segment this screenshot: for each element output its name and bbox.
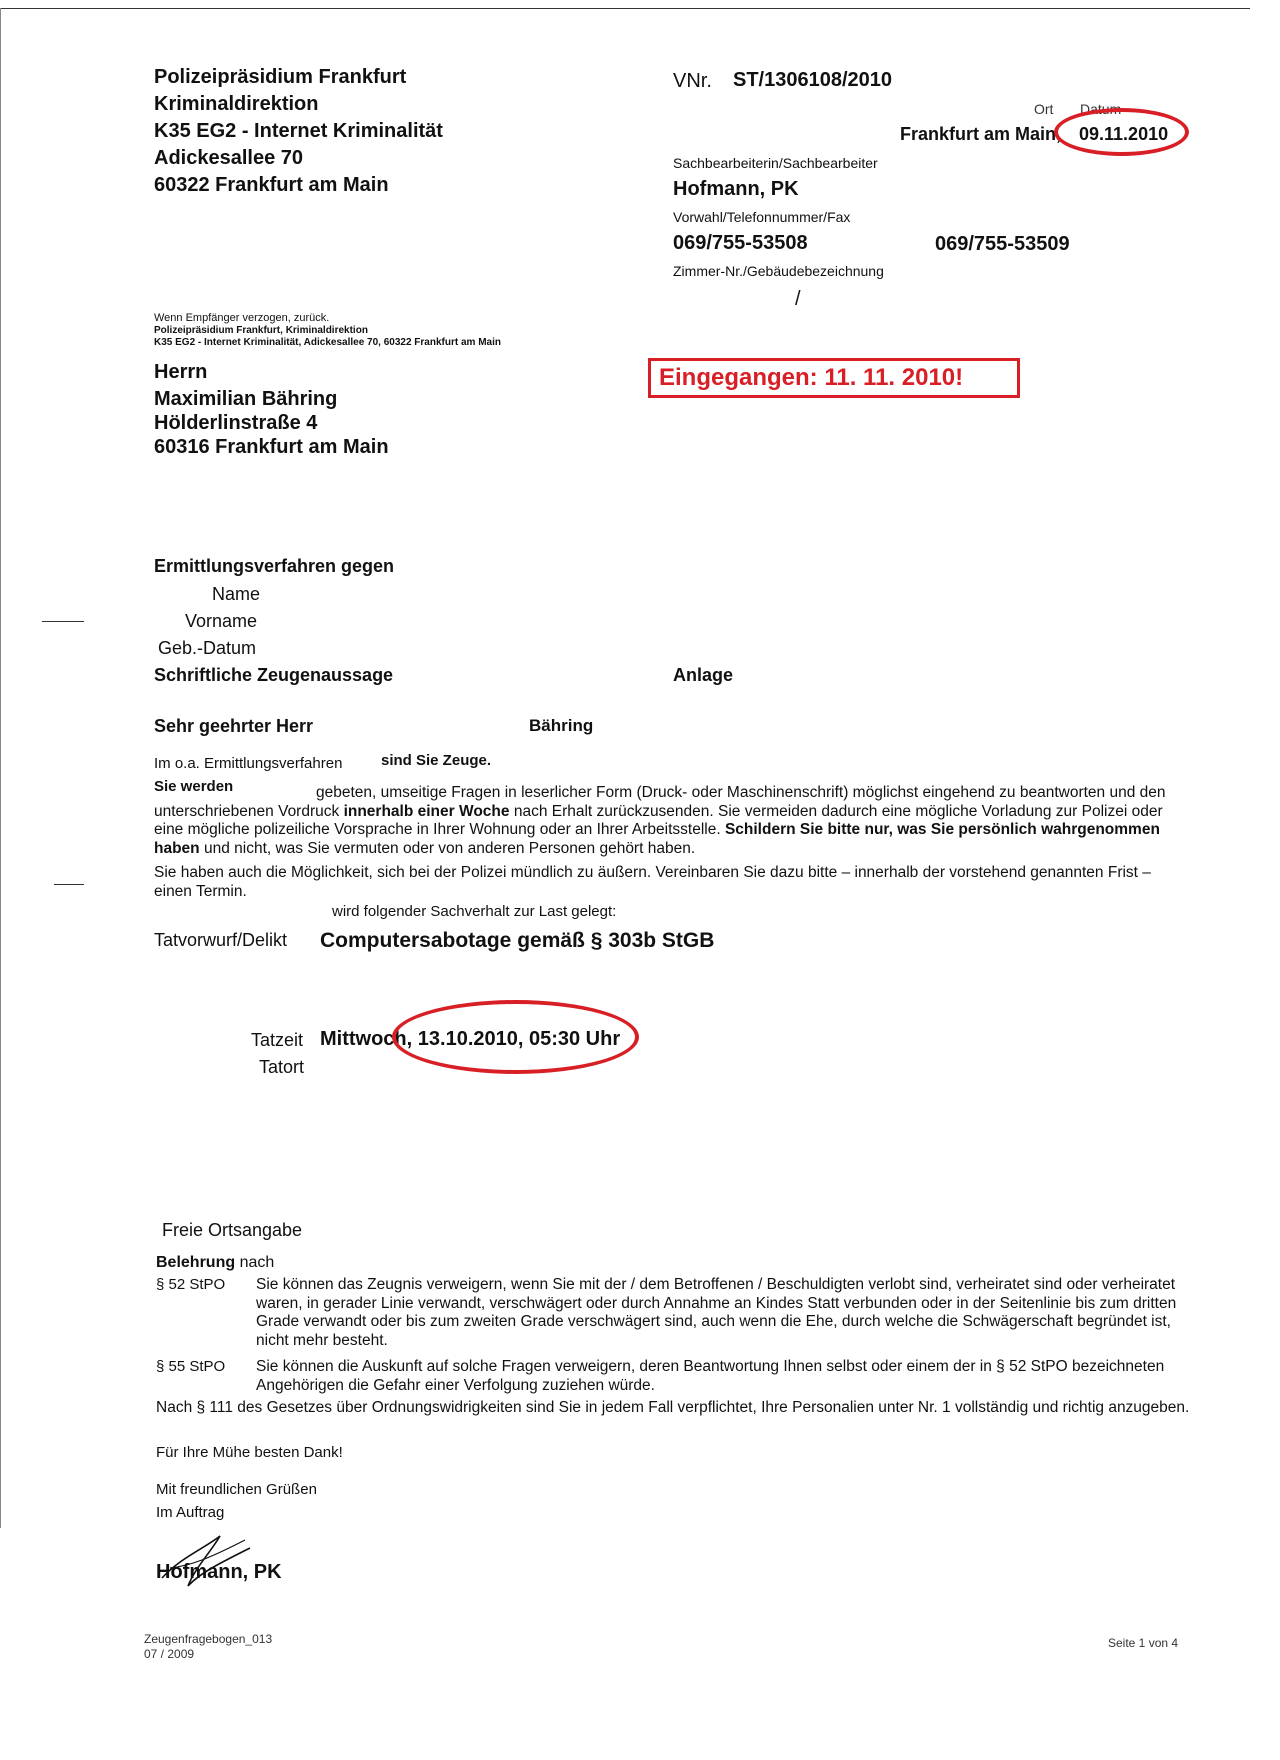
form-date: 07 / 2009 (144, 1647, 195, 1661)
belehrung-rest: nach (235, 1254, 275, 1271)
sachverhalt-line: wird folgender Sachverhalt zur Last gelegt: (332, 903, 617, 920)
zimmer-value: / (795, 288, 801, 310)
sender-line-2: Kriminaldirektion (154, 93, 319, 115)
vnr-value: ST/1306108/2010 (733, 69, 893, 91)
form-name: Zeugenfragebogen_013 (144, 1632, 273, 1646)
p1-part-e: und nicht, was Sie vermuten oder von anderen Personen gehört haben. (199, 839, 696, 857)
s52-text: Sie können das Zeugnis verweigern, wenn Sie mit der / dem Betroffenen / Beschuldigten verlobt sind, verheiratet sind oder verheiratet waren, in gerader Linie verwandt, verschwägert oder durch Annahme an Kindes Statt verbunden oder in der Seitenlinie bis zum dritten Grade verwandt oder bis zum zweiten Grade verschwägert sind, auch wenn die Ehe, durch welche die Schwägerschaft begründet ist, nicht mehr besteht. (256, 1276, 1177, 1349)
p1-part-d: Schildern Sie bitte nur, was Sie persönlich wahrgenommen haben (154, 821, 1160, 857)
belehrung-heading (156, 1254, 274, 1272)
fold-mark-1 (42, 621, 84, 622)
vnr-label: VNr. (673, 70, 712, 92)
tatvorwurf-label: Tatvorwurf/Delikt (154, 930, 288, 950)
p1-part-a: gebeten, umseitige Fragen in leserlicher Form (Druck- oder Maschinenschrift) möglichst eingehend zu beantworten und den unterschriebenen Vordruck (154, 784, 1166, 820)
recipient-city: 60316 Frankfurt am Main (154, 436, 389, 458)
name-label: Name (212, 584, 261, 604)
regards-line: Mit freundlichen Grüßen (156, 1481, 317, 1498)
signature-name: Hofmann, PK (156, 1561, 282, 1583)
tatvorwurf-value: Computersabotage gemäß § 303b StGB (320, 929, 715, 952)
greeting-name: Bähring (529, 716, 594, 735)
p1-part-b: innerhalb einer Woche (343, 802, 510, 820)
ort-value: Frankfurt am Main, (900, 124, 1062, 144)
s111-text: Nach § 111 des Gesetzes über Ordnungswidrigkeiten sind Sie in jedem Fall verpflichtet, Ihre Personalien unter Nr. 1 vollständig und richtig anzugeben. (156, 1399, 1190, 1416)
s55-text: Sie können die Auskunft auf solche Fragen verweigern, deren Beantwortung Ihnen selbst oder einem der in § 52 StPO bezeichneten Angehörigen die Gefahr einer Verfolgung zuziehen würde. (256, 1358, 1165, 1394)
return-line-1: Wenn Empfänger verzogen, zurück. (154, 312, 330, 324)
return-line-3: K35 EG2 - Internet Kriminalität, Adickesallee 70, 60322 Frankfurt am Main (154, 337, 501, 348)
date-highlight-circle (1054, 108, 1189, 156)
tatzeit-value: Mittwoch, 13.10.2010, 05:30 Uhr (320, 1028, 621, 1050)
telefon-value: 069/755-53508 (673, 232, 808, 254)
tatzeit-label: Tatzeit (251, 1030, 304, 1050)
subject-line: Schriftliche Zeugenaussage (154, 665, 394, 685)
page-number: Seite 1 von 4 (1108, 1636, 1179, 1650)
auftrag-line: Im Auftrag (156, 1504, 225, 1521)
anlage-label: Anlage (673, 665, 734, 685)
sachbearbeiter-value: Hofmann, PK (673, 178, 799, 200)
sender-line-3: K35 EG2 - Internet Kriminalität (154, 120, 443, 142)
recipient-name: Maximilian Bähring (154, 388, 338, 410)
vorname-label: Vorname (185, 611, 258, 631)
received-stamp: Eingegangen: 11. 11. 2010! (648, 358, 1020, 398)
sender-line-4: Adickesallee 70 (154, 147, 303, 169)
s55-label: § 55 StPO (156, 1358, 226, 1375)
recipient-street: Hölderlinstraße 4 (154, 412, 318, 434)
scan-top-edge (0, 8, 1250, 9)
zimmer-label: Zimmer-Nr./Gebäudebezeichnung (673, 263, 884, 279)
return-line-2: Polizeipräsidium Frankfurt, Kriminaldirektion (154, 325, 368, 336)
sender-line-1: Polizeipräsidium Frankfurt (154, 66, 407, 88)
s52-label: § 52 StPO (156, 1276, 226, 1293)
sachbearbeiter-label: Sachbearbeiterin/Sachbearbeiter (673, 155, 878, 171)
greeting-prefix: Sehr geehrter Herr (154, 716, 314, 736)
thanks-line: Für Ihre Mühe besten Dank! (156, 1444, 343, 1461)
appointment-paragraph: Sie haben auch die Möglichkeit, sich bei der Polizei mündlich zu äußern. Vereinbaren Sie dazu bitte – innerhalb der vorstehend genannten Frist – einen Termin. (154, 864, 1151, 900)
instructions-paragraph (154, 784, 1190, 858)
recipient-salutation: Herrn (154, 361, 208, 383)
case-heading: Ermittlungsverfahren gegen (154, 556, 395, 576)
datum-value: 09.11.2010 (1079, 124, 1169, 144)
sie-werden: Sie werden (154, 778, 234, 795)
fold-mark-2 (54, 884, 84, 885)
intro-zeuge: sind Sie Zeuge. (381, 752, 492, 769)
tatort-label: Tatort (259, 1057, 305, 1077)
scan-left-edge (0, 8, 1, 1528)
belehrung-bold: Belehrung (156, 1254, 236, 1271)
sender-line-5: 60322 Frankfurt am Main (154, 174, 389, 196)
p1-part-c: nach Erhalt zurückzusenden. Sie vermeiden dadurch eine mögliche Vorladung zur Polizei oder eine mögliche polizeiliche Vorsprache in Ihrer Wohnung oder an Ihrer Arbeitsstelle. (154, 802, 1163, 838)
ort-label: Ort (1034, 101, 1054, 117)
telefon-label: Vorwahl/Telefonnummer/Fax (673, 209, 851, 225)
geb-datum-label: Geb.-Datum (158, 638, 257, 658)
datum-label: Datum (1080, 101, 1122, 117)
tatzeit-highlight-circle (392, 1000, 639, 1074)
freie-ortsangabe: Freie Ortsangabe (162, 1220, 303, 1240)
fax-value: 069/755-53509 (935, 233, 1070, 255)
intro-text: Im o.a. Ermittlungsverfahren (154, 755, 343, 772)
